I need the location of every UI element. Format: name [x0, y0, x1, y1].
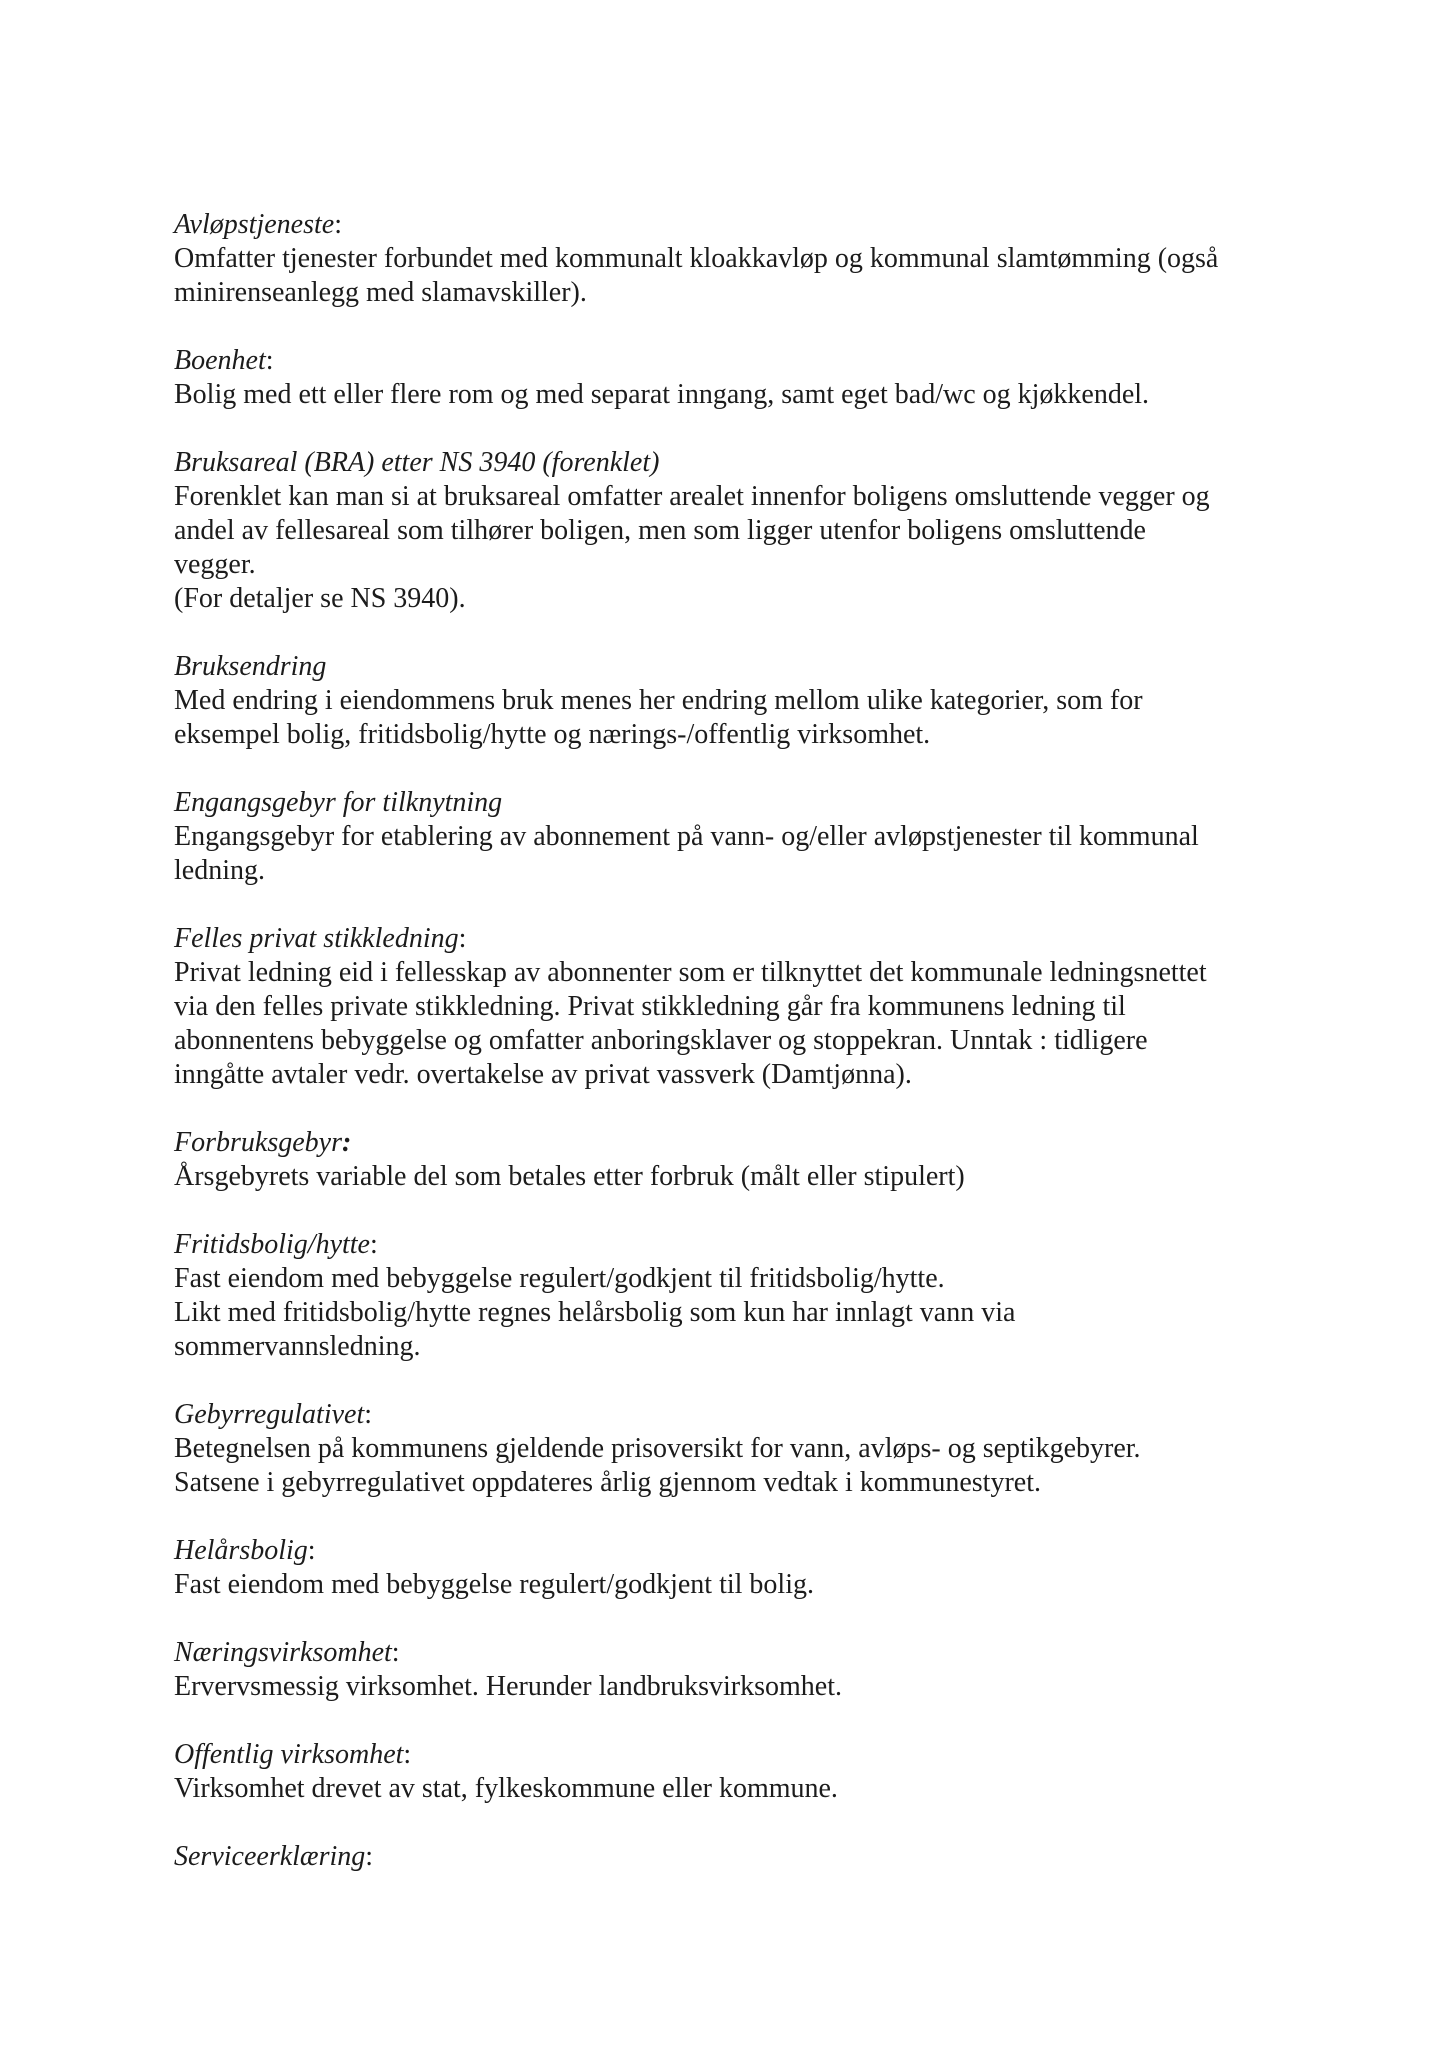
definition-text-line: sommervannsledning.: [174, 1331, 421, 1362]
definition-text-line: Betegnelsen på kommunens gjeldende prisoversikt for vann, avløps- og septikgebyrer.: [174, 1433, 1141, 1464]
definition-entry: [174, 1840, 1304, 1874]
definition-text-line: Bolig med ett eller flere rom og med separat inngang, samt eget bad/wc og kjøkkendel.: [174, 379, 1150, 410]
definition-term: Felles privat stikkledning:: [174, 923, 467, 954]
definition-entry: [174, 1534, 1304, 1602]
definition-text-line: eksempel bolig, fritidsbolig/hytte og nærings-/offentlig virksomhet.: [174, 719, 931, 750]
definition-entry: [174, 1126, 1304, 1194]
definition-text-line: (For detaljer se NS 3940).: [174, 583, 466, 614]
definition-entry: [174, 1636, 1304, 1704]
definition-term: Fritidsbolig/hytte:: [174, 1229, 378, 1260]
definition-text-line: vegger.: [174, 549, 256, 580]
definition-term: Bruksareal (BRA) etter NS 3940 (forenklet): [174, 447, 660, 478]
definition-text-line: andel av fellesareal som tilhører boligen, men som ligger utenfor boligens omsluttende: [174, 515, 1146, 546]
definition-term: Engangsgebyr for tilknytning: [174, 787, 503, 818]
definition-term: Boenhet:: [174, 345, 274, 376]
definition-entry: [174, 208, 1304, 310]
definition-term: Bruksendring: [174, 651, 327, 682]
definition-term: Forbruksgebyr:: [174, 1127, 352, 1158]
definition-entry: [174, 1228, 1304, 1364]
definition-text-line: Fast eiendom med bebyggelse regulert/godkjent til fritidsbolig/hytte.: [174, 1263, 945, 1294]
definition-text-line: Omfatter tjenester forbundet med kommunalt kloakkavløp og kommunal slamtømming (også: [174, 243, 1219, 274]
definition-entry: [174, 786, 1304, 888]
definition-text-line: inngåtte avtaler vedr. overtakelse av privat vassverk (Damtjønna).: [174, 1059, 912, 1090]
definition-entry: [174, 922, 1304, 1092]
definition-text-line: Forenklet kan man si at bruksareal omfatter arealet innenfor boligens omsluttende vegger og: [174, 481, 1210, 512]
definition-text-line: minirenseanlegg med slamavskiller).: [174, 277, 587, 308]
definition-text-line: Satsene i gebyrregulativet oppdateres årlig gjennom vedtak i kommunestyret.: [174, 1467, 1041, 1498]
definition-text-line: Privat ledning eid i fellesskap av abonnenter som er tilknyttet det kommunale ledningsnettet: [174, 957, 1207, 988]
definition-text-line: Engangsgebyr for etablering av abonnement på vann- og/eller avløpstjenester til kommunal: [174, 821, 1199, 852]
definition-entry: [174, 1398, 1304, 1500]
definition-term: Offentlig virksomhet:: [174, 1739, 412, 1770]
definition-text-line: Årsgebyrets variable del som betales etter forbruk (målt eller stipulert): [174, 1161, 965, 1192]
definition-term: Gebyrregulativet:: [174, 1399, 373, 1430]
definition-entry: [174, 344, 1304, 412]
definition-text-line: via den felles private stikkledning. Privat stikkledning går fra kommunens ledning til: [174, 991, 1126, 1022]
definition-text-line: Fast eiendom med bebyggelse regulert/godkjent til bolig.: [174, 1569, 814, 1600]
definition-text-line: ledning.: [174, 855, 265, 886]
definition-entry: [174, 446, 1304, 616]
definition-term: Avløpstjeneste:: [174, 209, 342, 240]
definition-entry: [174, 1738, 1304, 1806]
definition-term: Næringsvirksomhet:: [174, 1637, 400, 1668]
definition-text-line: Ervervsmessig virksomhet. Herunder landbruksvirksomhet.: [174, 1671, 842, 1702]
definitions-list: [174, 208, 1304, 1908]
definition-term: Serviceerklæring:: [174, 1841, 374, 1872]
definition-term: Helårsbolig:: [174, 1535, 316, 1566]
definition-entry: [174, 650, 1304, 752]
definition-text-line: Med endring i eiendommens bruk menes her endring mellom ulike kategorier, som for: [174, 685, 1143, 716]
definition-text-line: abonnentens bebyggelse og omfatter anboringsklaver og stoppekran. Unntak : tidligere: [174, 1025, 1148, 1056]
definition-text-line: Virksomhet drevet av stat, fylkeskommune eller kommune.: [174, 1773, 838, 1804]
definition-text-line: Likt med fritidsbolig/hytte regnes helårsbolig som kun har innlagt vann via: [174, 1297, 1016, 1328]
